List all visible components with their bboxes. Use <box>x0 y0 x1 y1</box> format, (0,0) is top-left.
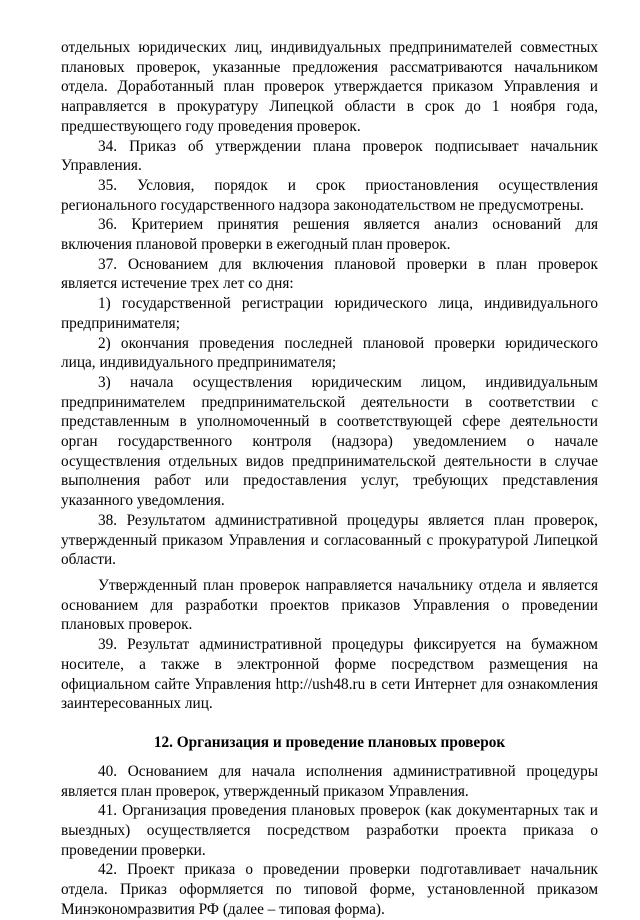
paragraph-42: 42. Проект приказа о проведении проверки подготавливает начальник отдела. Приказ оформляется по типовой форме, установленной приказом Минэкономразвития РФ (далее – типовая форма). <box>61 861 598 918</box>
paragraph-39: 39. Результат административной процедуры фиксируется на бумажном носителе, а также в электронной форме посредством размещения на официальном сайте Управления http://ush48.ru в сети Интернет для ознакомления заинтересованных лиц. <box>61 636 598 713</box>
paragraph-35: 35. Условия, порядок и срок приостановления осуществления регионального государственного надзора законодательством не предусмотрены. <box>61 176 598 214</box>
section-heading: 12. Организация и проведение плановых проверок <box>153 733 506 751</box>
paragraph-38: 38. Результатом административной процедуры является план проверок, утвержденный приказом Управления и согласованный с прокуратурой Липецкой области. <box>61 511 598 569</box>
list-item-1: 1) государственной регистрации юридического лица, индивидуального предпринимателя; <box>61 295 598 332</box>
list-item-3: 3) начала осуществления юридическим лицом, индивидуальным предпринимателем предпринимательской деятельности в соответствии с представленным в уполномоченный в соответствующей сфере деятельности орган государственного контроля (надзора) уведомлением о начале осуществления отдельных видов предпринимательской деятельности в случае выполнения работ или предоставления услуг, требующих представления указанного уведомления. <box>61 373 598 510</box>
paragraph-34: 34. Приказ об утверждении плана проверок подписывает начальник Управления. <box>61 137 598 175</box>
list-item-2: 2) окончания проведения последней плановой проверки юридического лица, индивидуального предпринимателя; <box>61 334 598 372</box>
paragraph-41: 41. Организация проведения плановых проверок (как документарных так и выездных) осуществляется посредством разработки проекта приказа о проведении проверки. <box>61 802 598 859</box>
paragraph-approved-plan: Утвержденный план проверок направляется начальнику отдела и является основанием для разработки проектов приказов Управления о проведении плановых проверок. <box>61 576 598 634</box>
paragraph-36: 36. Критерием принятия решения является анализ оснований для включения плановой проверки в ежегодный план проверок. <box>61 216 598 254</box>
paragraph-continuation: отдельных юридических лиц, индивидуальных предпринимателей совместных плановых проверок, указанные предложения рассматриваются начальником отдела. Доработанный план проверок утверждается приказом Управления и направляется в прокуратуру Липецкой области в срок до 1 ноября года, предшествующего году проведения проверок. <box>61 39 598 135</box>
paragraph-37: 37. Основанием для включения плановой проверки в план проверок является истечение трех лет со дня: <box>61 255 598 293</box>
paragraph-40: 40. Основанием для начала исполнения административной процедуры является план проверок, утвержденный приказом Управления. <box>61 762 598 800</box>
